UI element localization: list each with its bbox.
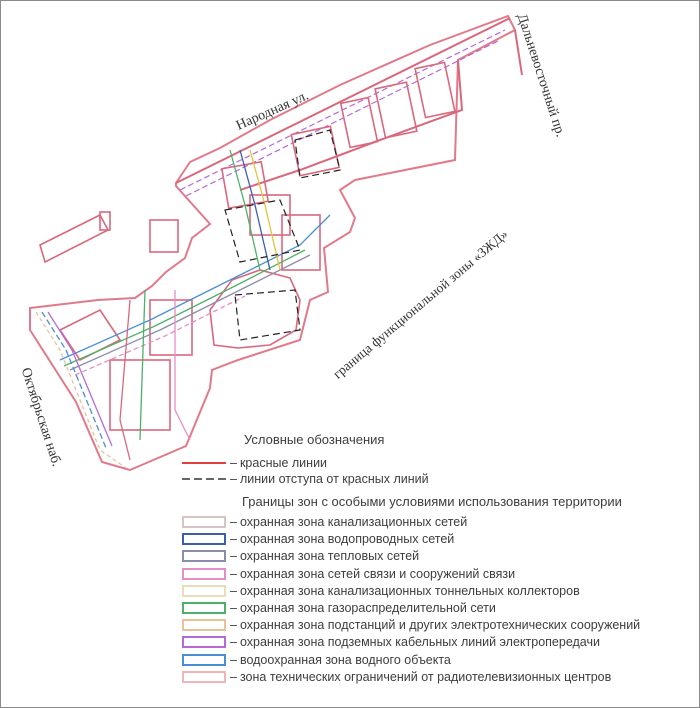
street-label-dalnevostochny: Дальневосточный пр. (513, 12, 568, 139)
legend-zone-label: охранная зона подстанций и других электротехнических сооружений (239, 618, 641, 633)
setback-line-symbol (182, 473, 226, 485)
legend-row-zone: – охранная зона газораспределительной сети (182, 600, 496, 616)
legend-zone-label: охранная зона водопроводных сетей (239, 532, 455, 547)
legend-zones-title: Границы зон с особыми условиями использования территории (242, 494, 622, 509)
legend-row-zone: – охранная зона подстанций и других электротехнических сооружений (182, 617, 640, 633)
red-line-boundary (30, 16, 515, 470)
legend-row-zone: – охранная зона сетей связи и сооружений связи (182, 566, 515, 582)
zone-swatch-icon (182, 602, 226, 614)
legend-row-zone: – охранная зона тепловых сетей (182, 548, 419, 564)
zone-swatch-icon (182, 568, 226, 580)
legend-row-zone: – зона технических ограничений от радиотелевизионных центров (182, 669, 611, 685)
legend-row-setback: – линии отступа от красных линий (182, 471, 429, 487)
zone-swatch-icon (182, 654, 226, 666)
legend-zone-label: охранная зона канализационных сетей (239, 515, 468, 529)
legend-row-zone: – охранная зона канализационных тоннельных коллекторов (182, 583, 580, 599)
street-label-narodnaya: Народная ул. (234, 88, 311, 134)
legend-title: Условные обозначения (244, 432, 385, 447)
legend-zone-label: охранная зона газораспределительной сети (239, 601, 496, 615)
legend-label-setback: линии отступа от красных линий (239, 472, 429, 486)
red-line-symbol (182, 457, 226, 469)
zone-swatch-icon (182, 550, 226, 562)
legend-zone-label: охранная зона тепловых сетей (239, 549, 420, 564)
zone-swatch-icon (182, 619, 226, 631)
legend-row-zone: – охранная зона водопроводных сетей (182, 531, 454, 547)
legend-zone-label: охранная зона канализационных тоннельных коллекторов (239, 583, 580, 598)
zone-swatch-icon (182, 585, 226, 597)
legend-row-zone: – охранная зона подземных кабельных линий электропередачи (182, 634, 600, 650)
legend-zone-label: охранная зона сетей связи и сооружений связи (239, 566, 516, 581)
legend-zone-label: водоохранная зона водного объекта (239, 652, 451, 667)
legend-zone-label: охранная зона подземных кабельных линий электропередачи (239, 635, 600, 650)
legend-zone-label: зона технических ограничений от радиотелевизионных центров (239, 669, 612, 684)
legend-row-zone: – охранная зона канализационных сетей (182, 514, 467, 530)
zone-swatch-icon (182, 636, 226, 648)
legend-row-zone: – водоохранная зона водного объекта (182, 652, 451, 668)
zone-swatch-icon (182, 671, 226, 683)
legend-label-red-lines: красные линии (239, 456, 328, 470)
legend-row-red-lines: – красные линии (182, 455, 327, 471)
zone-swatch-icon (182, 533, 226, 545)
zone-swatch-icon (182, 516, 226, 528)
zone-border-label: граница функциональной зоны «ЗЖД» (330, 226, 511, 382)
street-label-oktyabrskaya: Октябрьская наб. (17, 366, 64, 469)
